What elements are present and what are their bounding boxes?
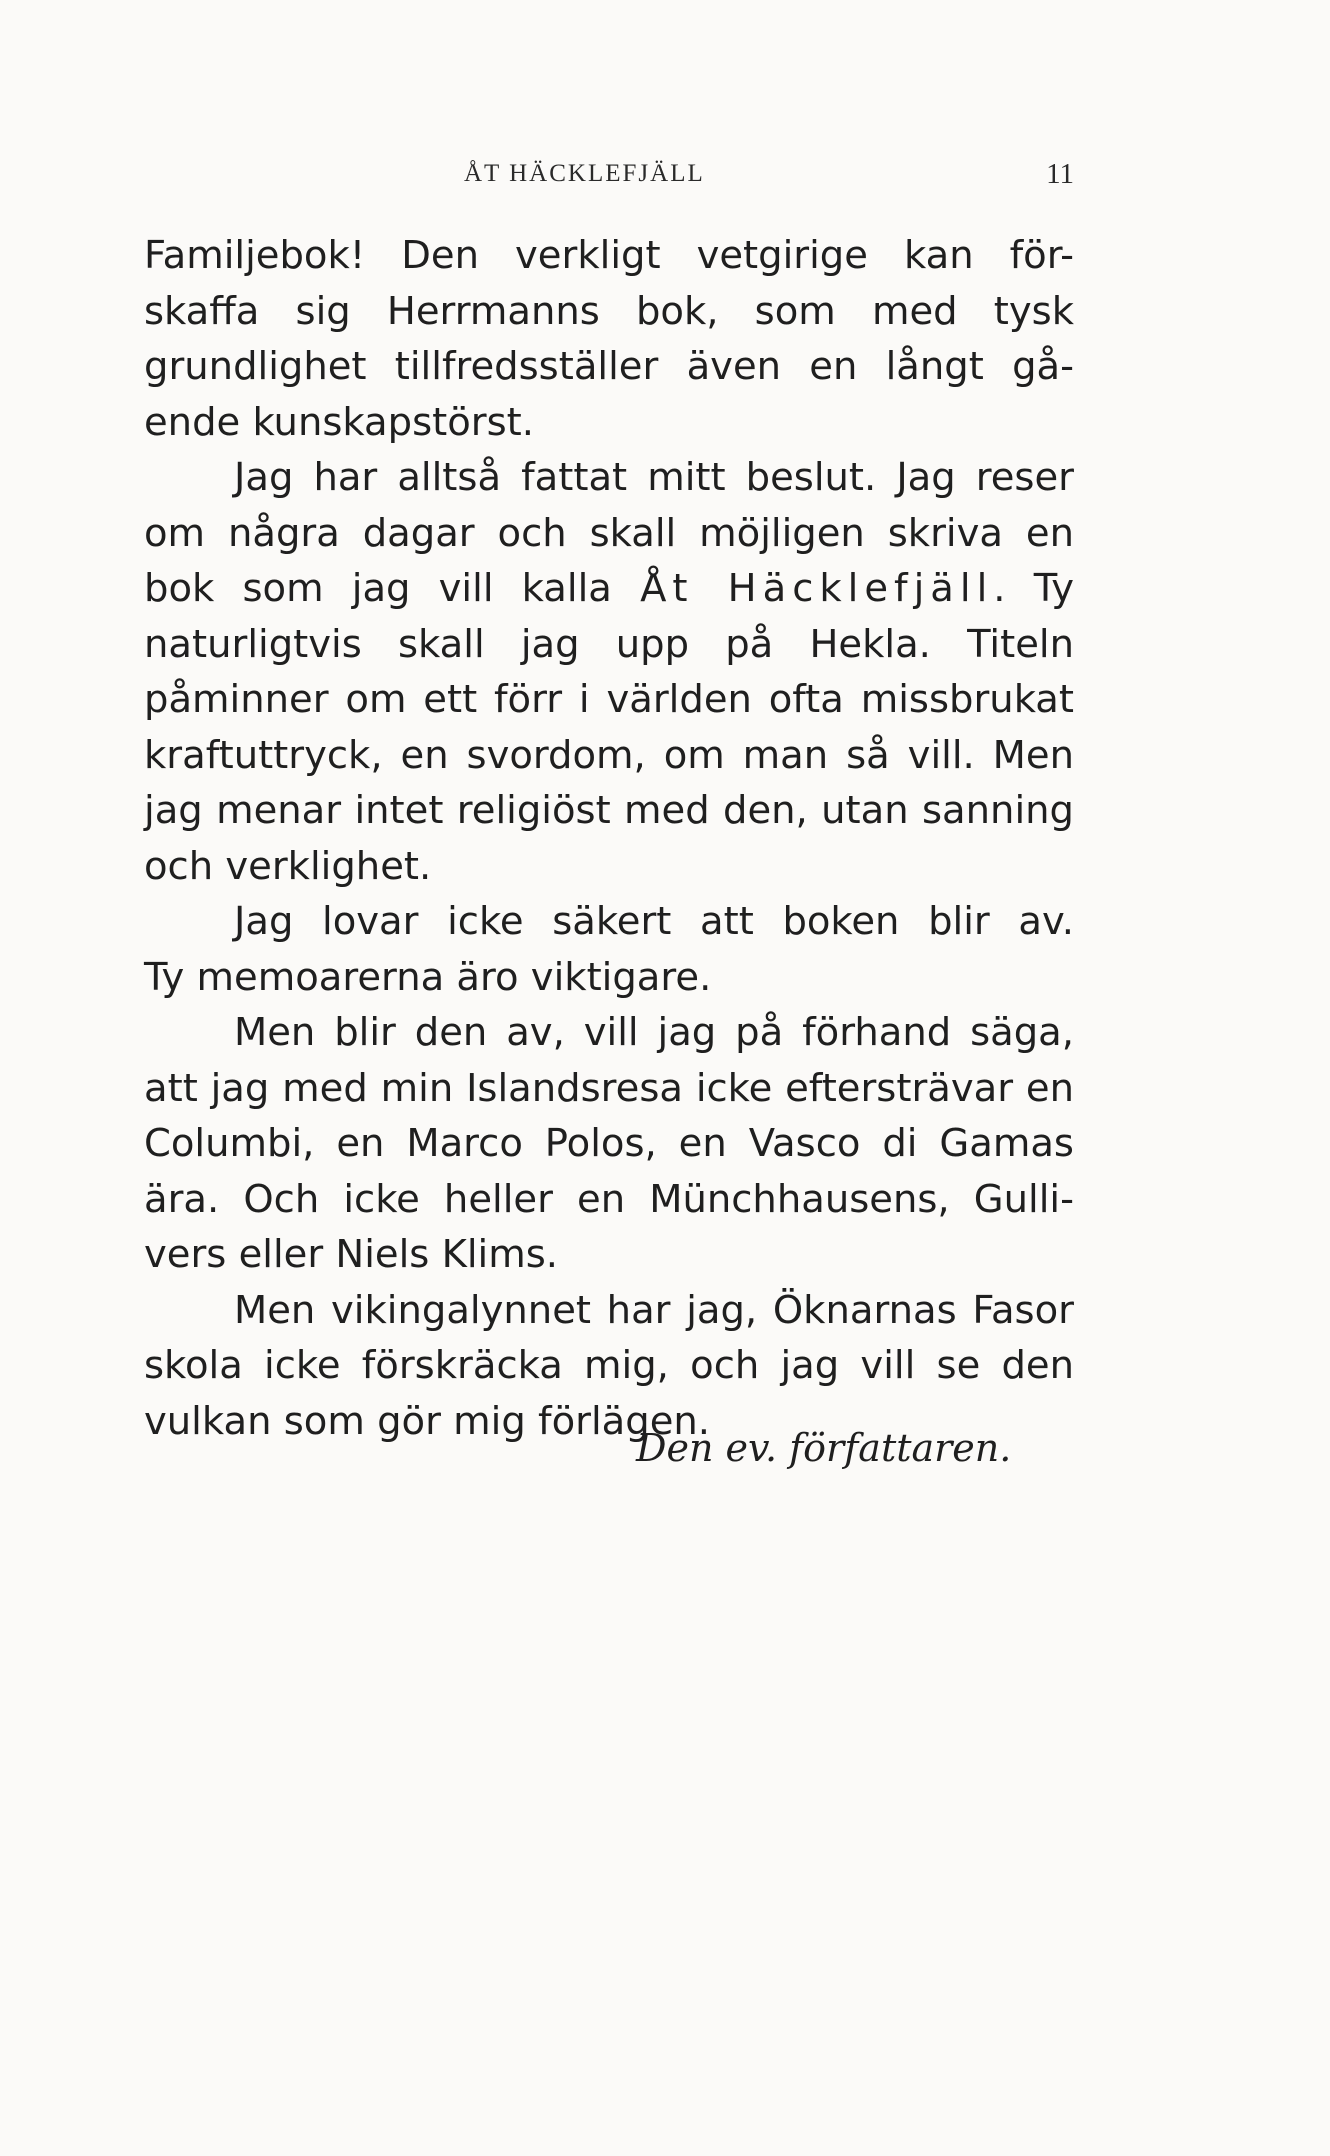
body-text [144, 228, 1074, 1449]
text-line: att jag med min Islandsresa icke eftersträvar en [144, 1065, 1074, 1111]
text-line: vers eller Niels Klims. [144, 1232, 559, 1277]
text-line [144, 561, 1074, 617]
text-segment: bok som jag vill kalla [144, 566, 641, 611]
text-line: Columbi, en Marco Polos, en Vasco di Gamas [144, 1121, 1074, 1166]
text-segment: . Ty [993, 566, 1075, 611]
page-number: 11 [1046, 158, 1074, 190]
text-line: skola icke förskräcka mig, och jag vill se den [144, 1343, 1074, 1388]
text-line: naturligtvis skall jag upp på Hekla. Titeln [144, 621, 1074, 667]
text-line: kraftuttryck, en svordom, om man så vill. Men [144, 732, 1074, 778]
text-line: Men blir den av, vill jag på förhand säga, [234, 1010, 1074, 1055]
text-line: om några dagar och skall möjligen skriva en [144, 510, 1074, 556]
text-line: Men vikingalynnet har jag, Öknarnas Fasor [234, 1287, 1074, 1333]
text-line: Ty memoarerna äro viktigare. [144, 954, 712, 1000]
text-line: och verklighet. [144, 843, 432, 889]
text-line: ära. Och icke heller en Münchhausens, Gulli- [144, 1176, 1074, 1222]
signature: Den ev. författaren. [636, 1426, 1012, 1470]
running-head: ÅT HÄCKLEFJÄLL [464, 160, 705, 187]
book-title: Åt Häcklefjäll [640, 566, 994, 611]
text-line: jag menar intet religiöst med den, utan sanning [144, 788, 1074, 833]
text-line: grundlighet tillfredsställer även en långt gå- [144, 344, 1074, 389]
text-line: Jag lovar icke säkert att boken blir av. [234, 899, 1074, 944]
text-line: skaffa sig Herrmanns bok, som med tysk [144, 288, 1074, 334]
text-line: Jag har alltså fattat mitt beslut. Jag reser [234, 455, 1074, 500]
text-line: ende kunskapstörst. [144, 399, 535, 445]
text-line: Familjebok! Den verkligt vetgirige kan för- [144, 233, 1074, 278]
page-header [144, 160, 1074, 200]
text-line: påminner om ett förr i världen ofta missbrukat [144, 677, 1074, 722]
text-line: vulkan som gör mig förlägen. [144, 1398, 711, 1444]
